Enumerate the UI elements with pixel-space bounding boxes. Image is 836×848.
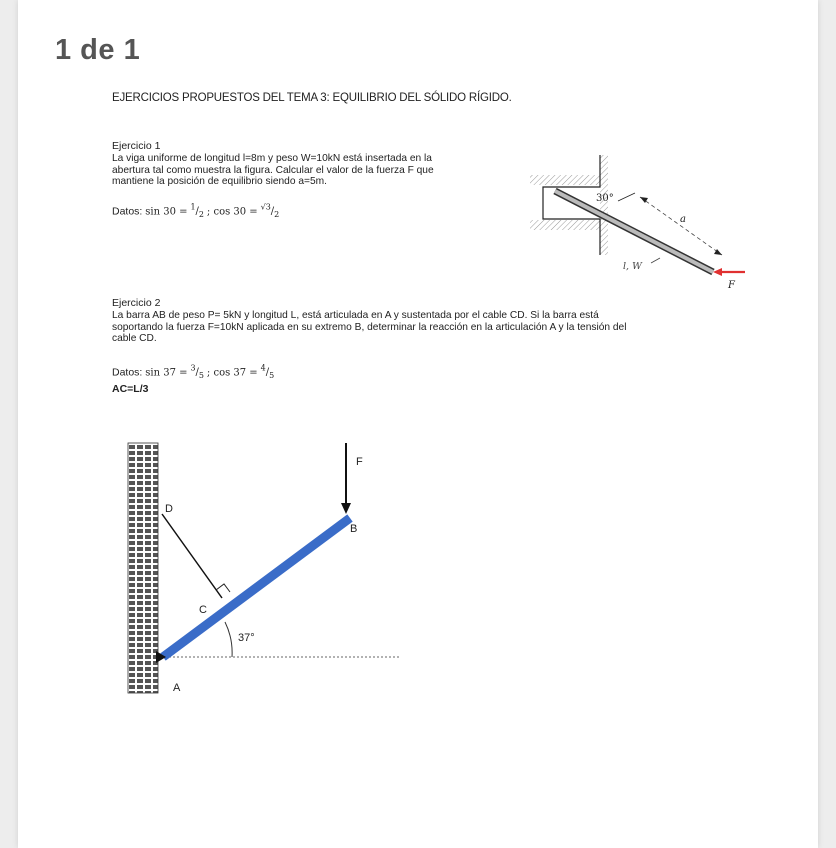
datos-sin-fraction: $^1/_2$ <box>190 203 204 220</box>
exercise1-line: mantiene la posición de equilibrio siendo a=5m. <box>112 176 327 187</box>
exercise1-line: abertura tal como muestra la figura. Calcular el valor de la fuerza F que <box>112 164 434 176</box>
beam-lw-label: l, W <box>623 261 642 272</box>
dimension-a-label: a <box>680 214 686 225</box>
frac-num: 3 <box>190 364 196 373</box>
ac-relation: AC=L/3 <box>112 383 149 395</box>
datos-sin: sin 37 = <box>145 367 188 379</box>
exercise1-line: La viga uniforme de longitud l=8m y peso W=10kN está insertada en la <box>112 153 432 164</box>
exercise2-line: cable CD. <box>112 333 157 344</box>
frac-num: √3 <box>260 203 271 212</box>
force-f-label: F <box>728 280 735 291</box>
datos-label: Datos: <box>112 366 143 379</box>
datos-label: Datos: <box>112 205 143 218</box>
page-indicator: 1 de 1 <box>55 34 141 66</box>
label-a: A <box>173 682 181 694</box>
datos-cos: ; cos 37 = <box>206 367 258 379</box>
frac-num: 1 <box>190 203 196 212</box>
angle-37-label: 37° <box>238 632 255 644</box>
arrow-head-icon <box>341 503 351 514</box>
right-angle-marker <box>216 584 230 592</box>
datos-sin-fraction: $^3/_5$ <box>190 364 204 381</box>
exercise2-line: soportando la fuerza F=10kN aplicada en su extremo B, determinar la reacción en la articulación A y la tensión del <box>112 321 627 333</box>
exercise1-heading: Ejercicio 1 <box>112 140 161 152</box>
frac-den: 5 <box>269 371 275 381</box>
label-c: C <box>199 604 207 616</box>
frac-den: 2 <box>274 210 280 220</box>
angle-arc <box>225 622 232 657</box>
document-title: EJERCICIOS PROPUESTOS DEL TEMA 3: EQUILIBRIO DEL SÓLIDO RÍGIDO. <box>112 92 512 104</box>
exercise2-line: La barra AB de peso P= 5kN y longitud L, está articulada en A y sustentada por el cable CD. Si la barra está <box>112 310 599 321</box>
exercise2-heading: Ejercicio 2 <box>112 297 161 309</box>
label-f: F <box>356 456 363 468</box>
frac-den: 5 <box>198 371 204 381</box>
cable-cd <box>162 514 222 598</box>
bar-ab <box>163 518 350 657</box>
label-d: D <box>165 503 173 515</box>
datos-sin: sin 30 = <box>145 206 188 218</box>
frac-num: 4 <box>260 364 266 373</box>
datos-cos-fraction: $^{√3}/_2$ <box>260 203 280 220</box>
brick-wall <box>128 443 158 693</box>
datos-cos-fraction: $^4/_5$ <box>260 364 275 381</box>
frac-den: 2 <box>198 210 204 220</box>
datos-cos: ; cos 30 = <box>206 206 258 218</box>
angle-30-label: 30° <box>596 193 614 204</box>
label-b: B <box>350 523 358 535</box>
